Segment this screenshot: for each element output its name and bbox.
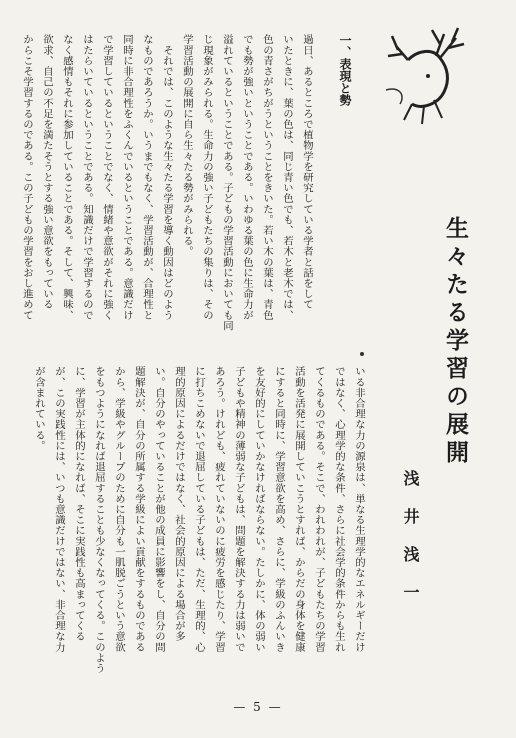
lower-text-line: ではなく、心理学的な条件、さらに社会学的条件からも生れ bbox=[333, 366, 345, 653]
upper-text-line: 過日、あるところで植物学を研究している学者と話をして bbox=[301, 34, 313, 310]
upper-text-line: なものであろうか。いうまでもなく、学習活動が、合理性と bbox=[141, 34, 153, 321]
lower-text-line: を友好的にしていかなければならない。たしかに、体の弱い bbox=[253, 366, 265, 653]
upper-text-line: 欲求、自己の不足を満たそうとする強い意欲をもっている bbox=[41, 34, 53, 310]
upper-text-line: 色の青さがちがうということをきいた。若い木の葉は、青色 bbox=[261, 34, 273, 321]
upper-text-line: じ現象がみられる。生命力の強い子どもたちの集りは、その bbox=[201, 34, 213, 321]
lower-text-line: 理的原因によるだけではなく、社会的原因による場合が多 bbox=[173, 366, 185, 642]
upper-text-line: 溢れているということである。子どもの学習活動においても同 bbox=[221, 34, 233, 331]
upper-text-line: それでは、このような生々たる学習を導く動因はどのよう bbox=[161, 34, 173, 321]
lower-text-line: から、学級やグループのために自分も一肌脱ごうという意欲 bbox=[113, 366, 125, 653]
lower-text-line: あろう。けれども、疲れていないのに疲労を感じたり、学習 bbox=[213, 366, 225, 653]
section-heading: 一、表現と勢 bbox=[338, 34, 352, 106]
upper-text-line: いたときに、葉の色は、同じ青い色でも、若木と老木では、 bbox=[281, 34, 293, 321]
lower-text-line: 活動を活発に展開していこうとすれば、からだの身体を健康 bbox=[293, 366, 305, 653]
author-name: 浅井浅一 bbox=[401, 470, 420, 622]
block-separator-dot bbox=[360, 352, 364, 356]
lower-text-line: が含まれている。 bbox=[33, 366, 45, 451]
lower-text-line: にすると同時に、学習意欲を高め、さらに、学級のふんいき bbox=[273, 366, 285, 653]
lower-text-line: に打ちこめないで退屈している子どもは、ただ、生理的、心 bbox=[193, 366, 205, 653]
upper-text-line: なく感情もそれに参加していることである。そして、興味、 bbox=[61, 34, 73, 321]
upper-text-line: 学習活動の展開に自ら生々たる勢がみられる。 bbox=[181, 34, 193, 257]
article-title: 生々たる学習の展開 bbox=[442, 216, 469, 468]
lower-text-line: 子どもや精神の薄弱な子どもは、問題を解決する力は弱いで bbox=[233, 366, 245, 653]
upper-text-line: でも勢が強いということである。いわゆる葉の色に生命力が bbox=[241, 34, 253, 321]
lower-text-line: 題解決が、自分の所属する学級によい貢献をするものである bbox=[133, 366, 145, 653]
lower-text-line: をもつようになれば退屈することも少なくなってくる。このよう bbox=[93, 366, 105, 674]
lower-text-line: い。自分のやっていることが他の成員に影響をし、自分の問 bbox=[153, 366, 165, 653]
upper-text-line: で学習しているということでなく、情緒や意欲がそれに強く bbox=[101, 34, 113, 321]
page-number: — 5 — bbox=[233, 700, 283, 714]
deer-illustration bbox=[378, 20, 478, 130]
upper-text-line: 同時に非合理性をふくんでいるということである。意識だけ bbox=[121, 34, 133, 321]
lower-text-line: いる非合理な力の源泉は、単なる生理学的なエネルギーだけ bbox=[353, 366, 365, 653]
lower-text-line: が、この実践性には、いつも意識だけではない、非合理な力 bbox=[53, 366, 65, 653]
upper-text-line: はたらいているということである。知識だけで学習するので bbox=[81, 34, 93, 321]
lower-text-line: に、学習が主体的になれば、そこに実践性も高まってくる bbox=[73, 366, 85, 642]
upper-text-line: からこそ学習するのである。この子どもの学習をおし進めて bbox=[21, 34, 33, 321]
lower-text-line: てくるものである。そこで、われわれが、子どもたちの学習 bbox=[313, 366, 325, 653]
